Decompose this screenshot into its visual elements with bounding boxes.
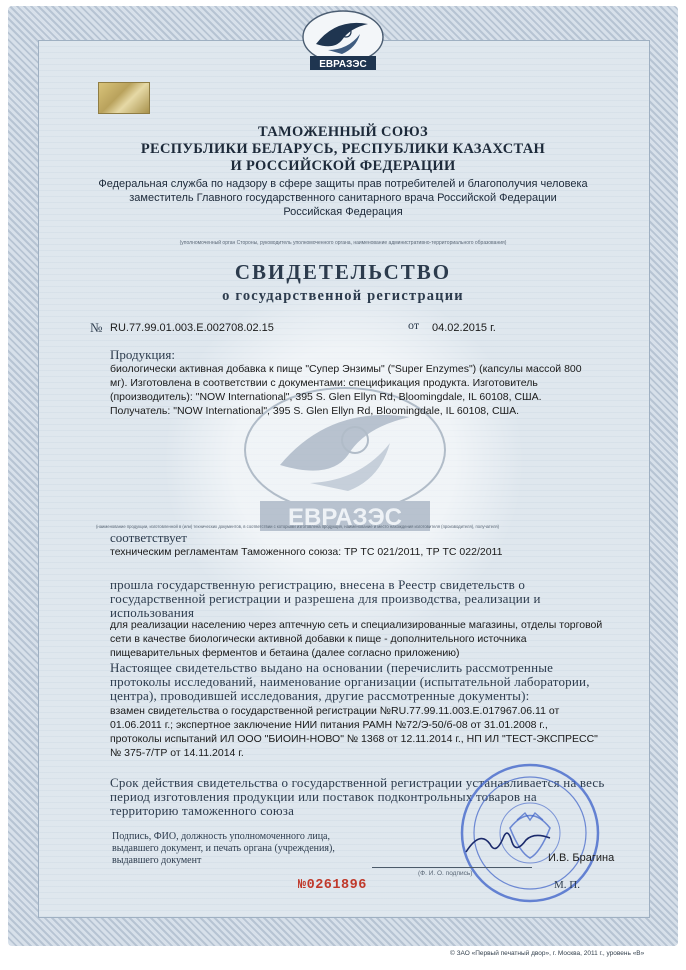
- usage-line: для реализации населению через аптечную сеть и специализированные магазины, отделы торговой: [110, 619, 603, 631]
- hologram-sticker: [98, 82, 150, 114]
- product-line: мг). Изготовлена в соответствии с документами: спецификация продукта. Изготовитель: [110, 377, 538, 389]
- signature-label-2: выдавшего документ, и печать органа (учреждения),: [112, 843, 335, 854]
- authority-note: (уполномоченный орган Стороны, руководитель уполномоченного органа, наименование административно-территориального образования): [179, 240, 507, 246]
- printer-footer: © ЗАО «Первый печатный двор», г. Москва, 2011 г., уровень «В»: [450, 950, 645, 957]
- basis-line-3: центра), проводившей исследования, другие рассмотренные документы):: [110, 688, 530, 703]
- watermark-label: ЕВРАЗЭС: [287, 504, 403, 531]
- product-label: Продукция:: [110, 347, 175, 362]
- fio-note: (Ф. И. О. подпись): [418, 870, 473, 877]
- registration-date: 04.02.2015 г.: [432, 322, 496, 334]
- product-line: биологически активная добавка к пище "Супер Энзимы" ("Super Enzymes") (капсулы массой 800: [110, 363, 582, 375]
- number-label: №: [90, 320, 103, 335]
- union-line-1: ТАМОЖЕННЫЙ СОЮЗ: [258, 124, 428, 140]
- serial-number: №0261896: [298, 878, 367, 893]
- usage-line: пищеварительных ферментов и бетаина (далее согласно приложению): [110, 647, 460, 659]
- registration-line-2: государственной регистрации и разрешена для производства, реализации и: [110, 591, 541, 606]
- mp-label: М. П.: [554, 879, 580, 891]
- conformity-value: техническим регламентам Таможенного союза: ТР ТС 021/2011, ТР ТС 022/2011: [110, 546, 503, 558]
- basis-doc-line: протоколы испытаний ИЛ ООО "БИОИН-НОВО" № 1368 от 12.11.2014 г., НП ИЛ "ТЕСТ-ЭКСПРЕСС": [110, 733, 598, 745]
- registration-number: RU.77.99.01.003.E.002708.02.15: [110, 322, 274, 334]
- authority-line-2: заместитель Главного государственного санитарного врача Российской Федерации: [129, 192, 557, 204]
- product-line: (производитель): "NOW International", 395 S. Glen Ellyn Rd, Bloomingdale, IL 60108, США.: [110, 391, 542, 403]
- registration-line-3: использования: [110, 605, 195, 620]
- basis-doc-line: № 375-7/ТР от 14.11.2014 г.: [110, 747, 244, 759]
- emblem-label: ЕВРАЗЭС: [319, 59, 367, 70]
- basis-line-1: Настоящее свидетельство выдано на основании (перечислить рассмотренные: [110, 660, 554, 675]
- validity-line-2: период изготовления продукции или поставок подконтрольных товаров на: [110, 789, 537, 804]
- basis-doc-line: взамен свидетельства о государственной регистрации №RU.77.99.11.003.E.017967.06.11 от: [110, 705, 560, 717]
- handwritten-signature-icon: [460, 822, 560, 862]
- basis-doc-line: 01.06.2011 г.; экспертное заключение НИИ питания РАМН №72/Э-50/б-08 от 31.01.2008 г.,: [110, 719, 548, 731]
- signature-label-1: Подпись, ФИО, должность уполномоченного лица,: [112, 831, 330, 842]
- validity-line-3: территорию таможенного союза: [110, 803, 295, 818]
- registration-line-1: прошла государственную регистрацию, внесена в Реестр свидетельств о: [110, 577, 526, 592]
- conformity-label: соответствует: [110, 530, 187, 545]
- authority-line-1: Федеральная служба по надзору в сфере защиты прав потребителей и благополучия человека: [98, 178, 588, 190]
- signature-line: [372, 867, 532, 868]
- usage-line: сети в качестве биологически активной добавки к пище - дополнительного источника: [110, 633, 527, 645]
- document-title: СВИДЕТЕЛЬСТВО: [234, 260, 452, 284]
- document-subtitle: о государственной регистрации: [222, 288, 464, 304]
- union-line-3: И РОССИЙСКОЙ ФЕДЕРАЦИИ: [230, 158, 456, 174]
- signature-label-3: выдавшего документ: [112, 855, 202, 866]
- product-note: (наименование продукции, изготовленной в (или) технических документов, в соответствии с которыми изготовлена продукция, наименование и место нахождения изготовителя (производителя), получателя): [96, 524, 500, 529]
- union-line-2: РЕСПУБЛИКИ БЕЛАРУСЬ, РЕСПУБЛИКИ КАЗАХСТАН: [140, 141, 546, 157]
- authority-line-3: Российская Федерация: [283, 206, 403, 218]
- basis-line-2: протоколы исследований, наименование организации (испытательной лаборатории,: [110, 674, 590, 689]
- product-line: Получатель: "NOW International", 395 S. Glen Ellyn Rd, Bloomingdale, IL 60108, США.: [110, 405, 520, 417]
- date-label: от: [408, 318, 420, 332]
- validity-line-1: Срок действия свидетельства о государственной регистрации устанавливается на весь: [110, 775, 605, 790]
- eurasec-emblem-icon: [298, 10, 388, 72]
- signatory-name: И.В. Брагина: [548, 852, 615, 864]
